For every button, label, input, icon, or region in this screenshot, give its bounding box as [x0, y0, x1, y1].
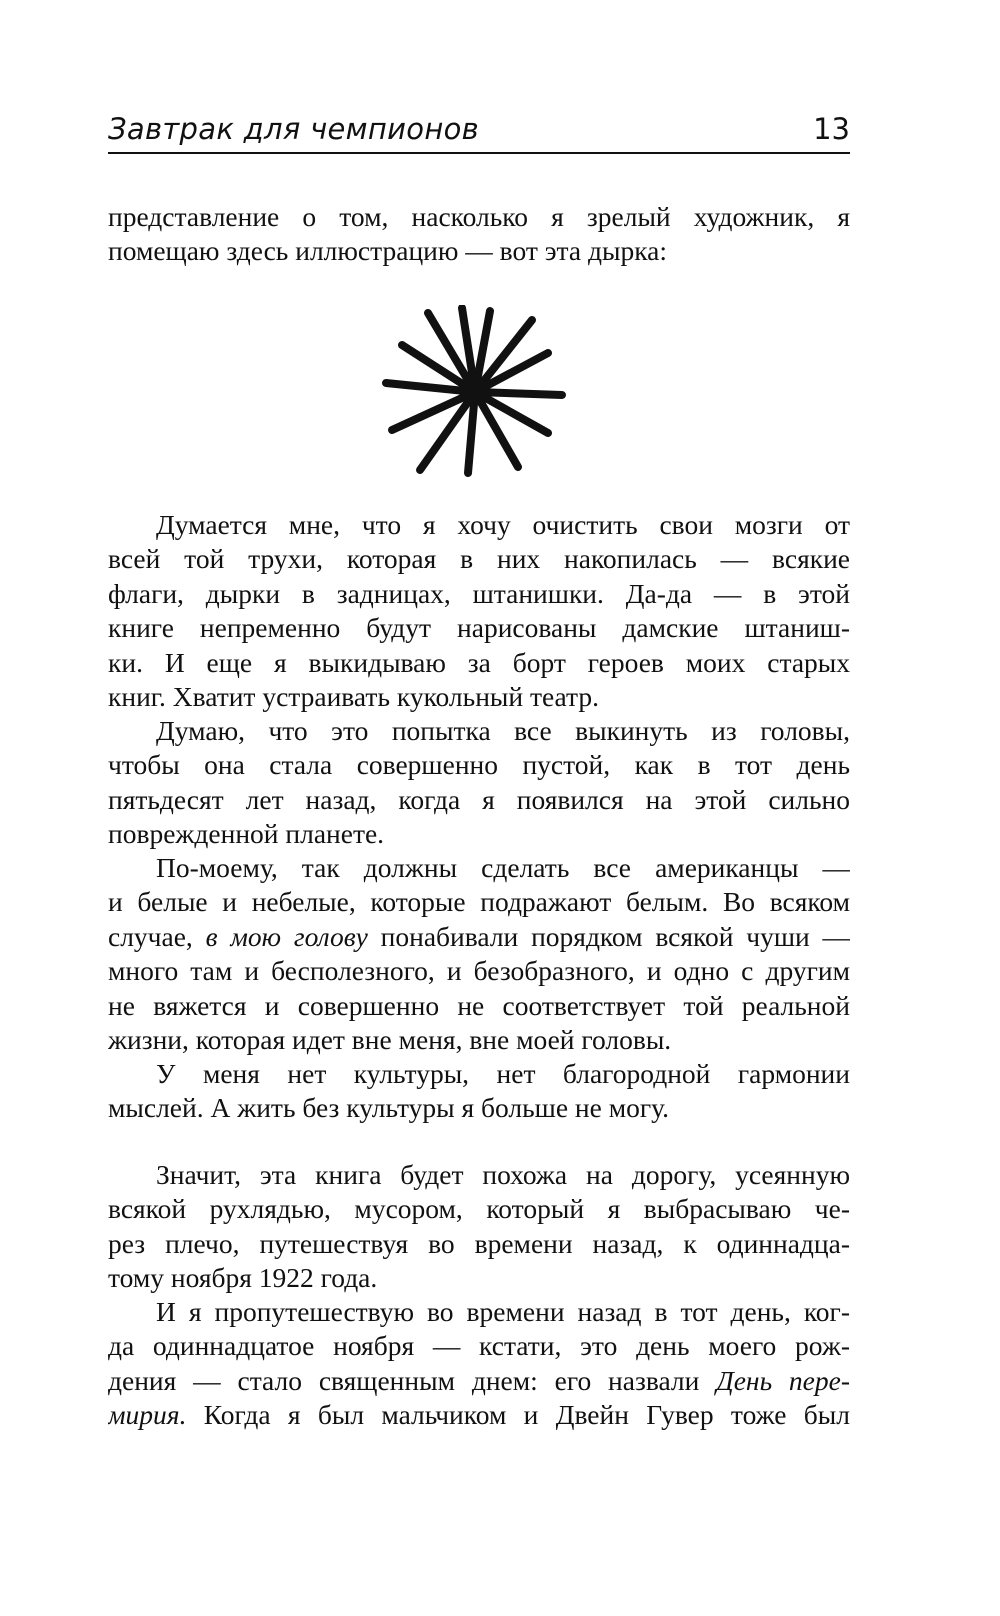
paragraph-3 [108, 851, 850, 1057]
asterisk-hole-drawing-icon [380, 305, 570, 480]
paragraph-2 [108, 714, 850, 852]
text-line: ки. И еще я выкидываю за борт героев моих старых [108, 646, 850, 678]
text-line: чтобы она стала совершенно пустой, как в тот день [108, 749, 850, 781]
text-line: книг. Хватит устраивать кукольный театр. [108, 680, 600, 712]
page-number: 13 [813, 112, 850, 146]
text-line: По-моему, так должны сделать все американцы — [156, 852, 850, 883]
text-line: Думаю, что это попытка все выкинуть из головы, [156, 715, 850, 746]
text-line: представление о том, насколько я зрелый художник, я [108, 201, 850, 232]
text-run: случае, [108, 920, 206, 952]
text-line: И я пропутешествую во времени назад в тот день, ког- [156, 1296, 850, 1327]
paragraph-5 [108, 1158, 850, 1296]
book-title: Завтрак для чемпионов [108, 112, 480, 146]
text-run: понабивали порядком всякой чуши — [367, 920, 850, 952]
text-line: мыслей. А жить без культуры я больше не могу. [108, 1092, 670, 1124]
text-line: Думается мне, что я хочу очистить свои мозги от [156, 509, 850, 540]
text-line [108, 1364, 850, 1398]
text-line: поврежденной планете. [108, 818, 385, 850]
text-line: У меня нет культуры, нет благородной гармонии [156, 1058, 850, 1089]
text-line: помещаю здесь иллюстрацию — вот эта дырка: [108, 235, 667, 267]
intro-paragraph [108, 200, 850, 269]
text-run: Когда я был мальчиком и Двейн Гувер тоже был [186, 1399, 850, 1431]
text-line: всей той трухи, которая в них накопилась — всякие [108, 543, 850, 575]
text-line: книге непременно будут нарисованы дамские штаниш- [108, 612, 850, 644]
text-line: не вяжется и совершенно не соответствует той реальной [108, 989, 850, 1021]
emphasized-text: в мою голову [205, 920, 368, 952]
text-line: да одиннадцатое ноября — кстати, это день моего рож- [108, 1330, 850, 1362]
paragraph-1 [108, 508, 850, 714]
paragraph-4 [108, 1057, 850, 1126]
text-line: много там и бесполезного, и безобразного, и одно с другим [108, 955, 850, 987]
text-line: пятьдесят лет назад, когда я появился на этой сильно [108, 783, 850, 815]
text-line: и белые и небелые, которые подражают белым. Во всяком [108, 886, 850, 918]
text-line: рез плечо, путешествуя во времени назад, к одиннадца- [108, 1227, 850, 1259]
text-line: тому ноября 1922 года. [108, 1262, 378, 1294]
text-run: дения — стало священным днем: его назвали [108, 1364, 717, 1396]
running-head [108, 108, 850, 154]
text-line: флаги, дырки в задницах, штанишки. Да-да — в этой [108, 577, 850, 609]
emphasized-text: День пере- [716, 1364, 850, 1396]
text-line [108, 1398, 850, 1432]
text-line: Значит, эта книга будет похожа на дорогу, усеянную [156, 1159, 850, 1190]
text-line: всякой рухлядью, мусором, который я выбрасываю че- [108, 1193, 850, 1225]
emphasized-text: мирия. [108, 1399, 187, 1431]
paragraph-6 [108, 1295, 850, 1433]
text-line [108, 920, 850, 954]
text-line: жизни, которая идет вне меня, вне моей головы. [108, 1023, 672, 1055]
